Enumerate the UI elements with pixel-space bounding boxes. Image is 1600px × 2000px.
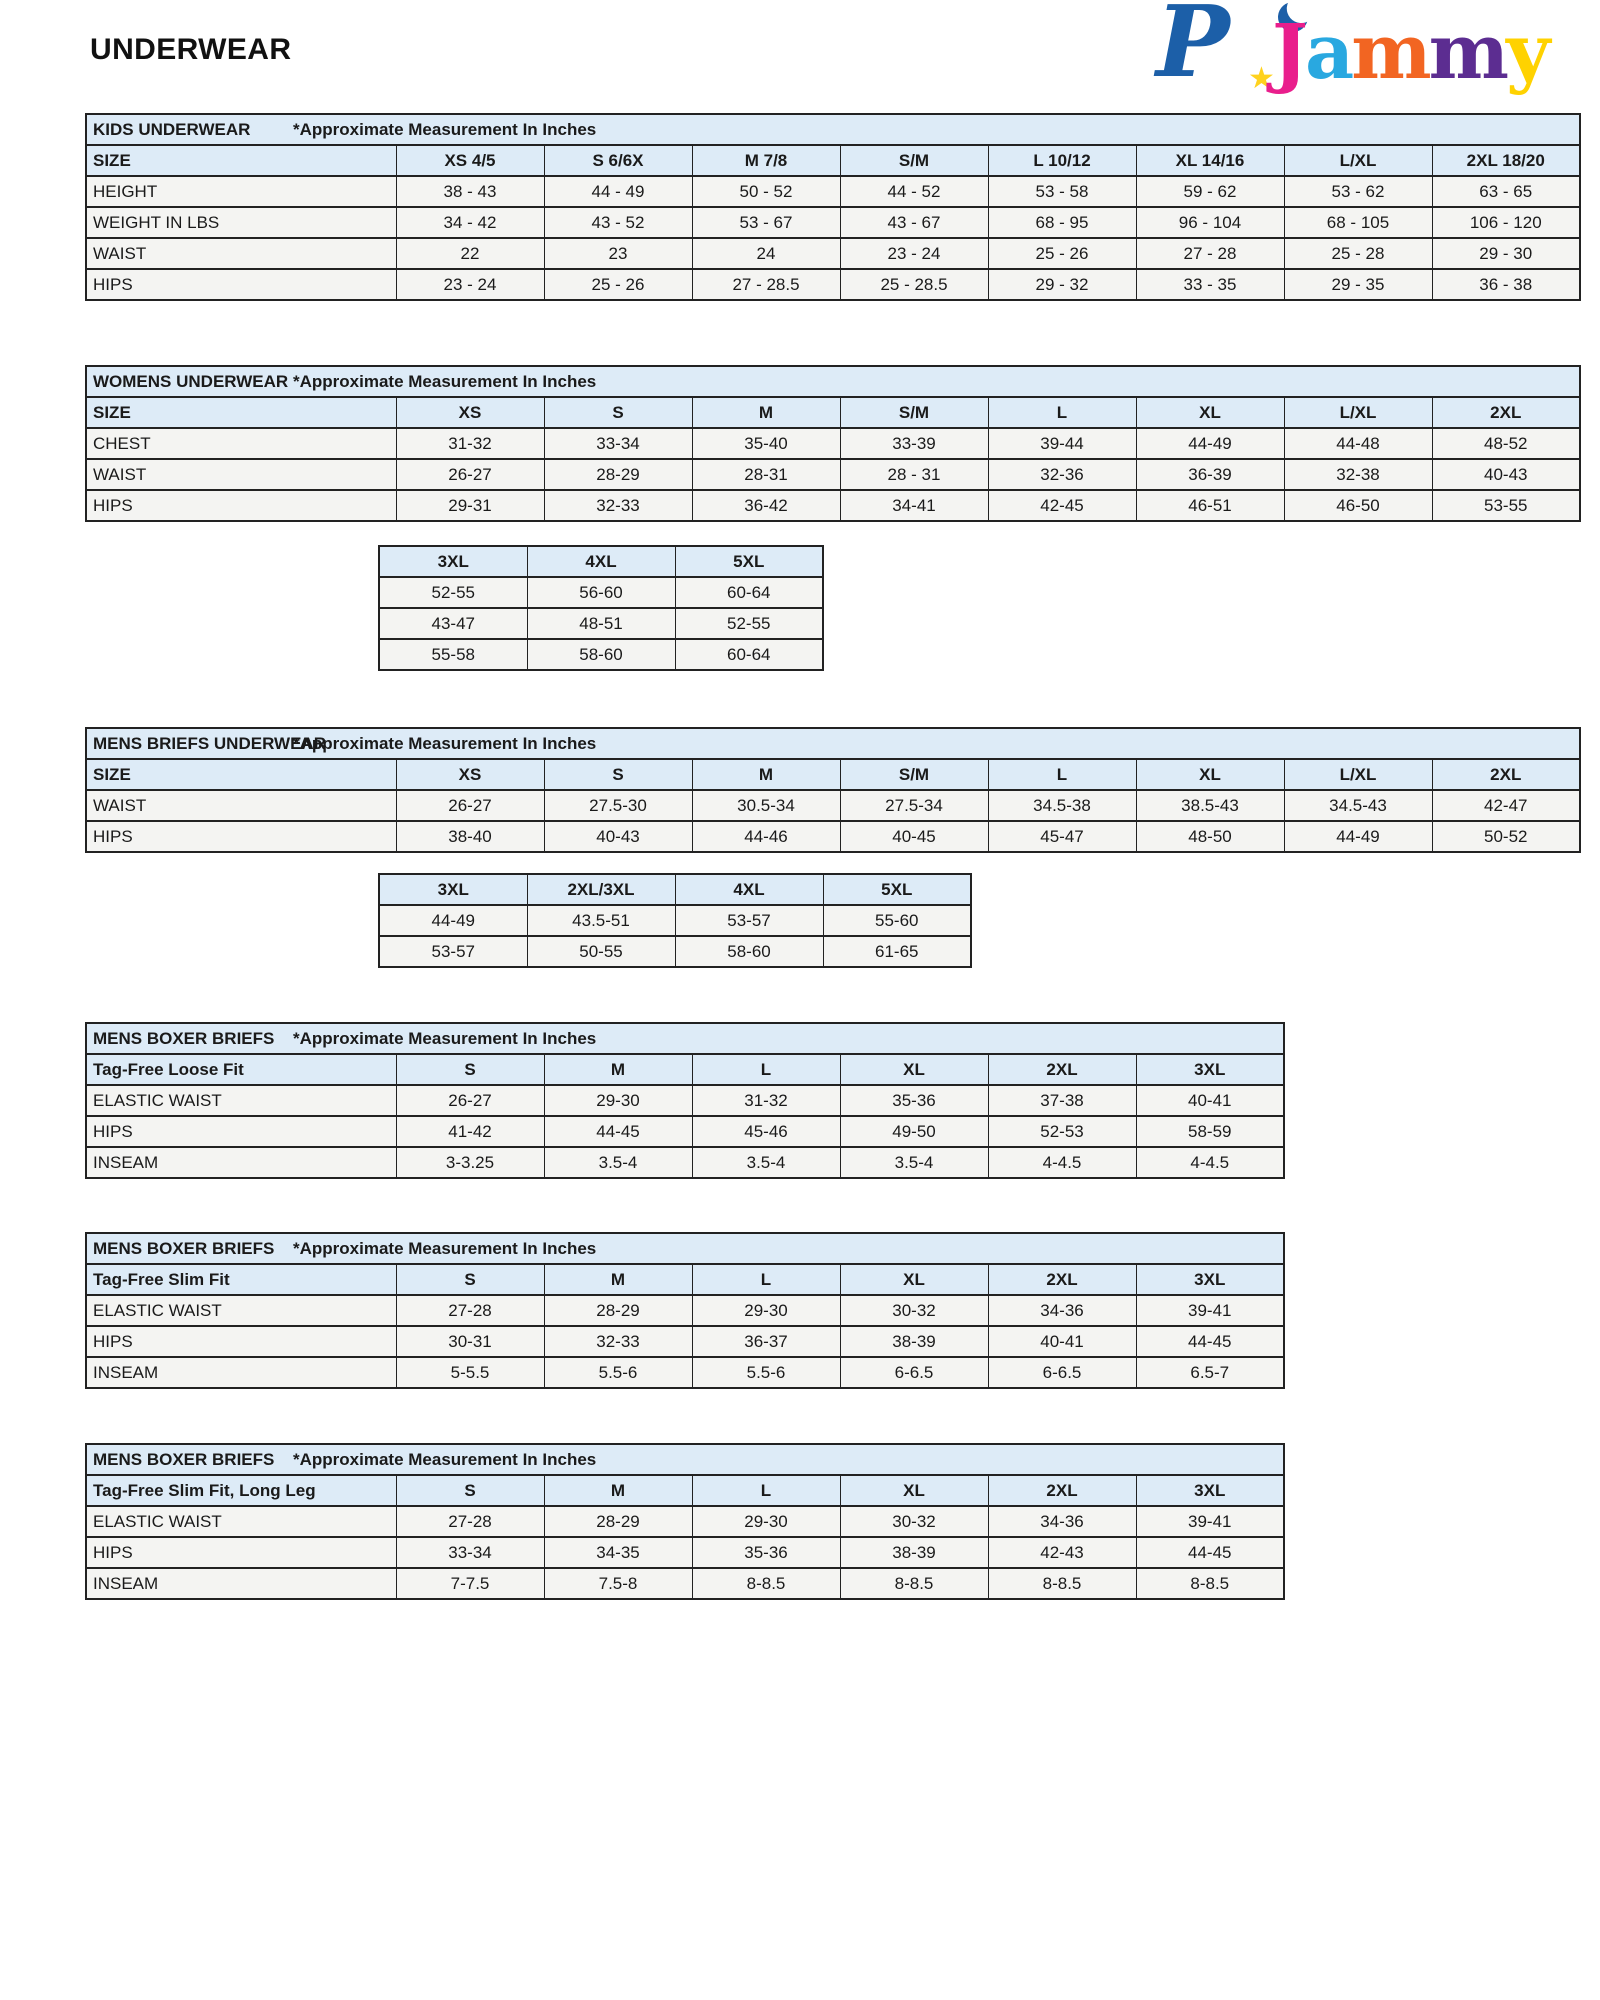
measurement-value: 56-60 [527, 577, 675, 608]
womens-underwear-extension-table [378, 545, 824, 671]
measurement-value: 36-42 [692, 490, 840, 521]
measurement-value: 44-45 [1136, 1326, 1284, 1357]
measurement-label: INSEAM [86, 1147, 396, 1178]
measurement-value: 6-6.5 [840, 1357, 988, 1388]
measurement-value: 30-32 [840, 1506, 988, 1537]
measurement-value: 52-53 [988, 1116, 1136, 1147]
measurement-value: 60-64 [675, 577, 823, 608]
measurement-value: 23 [544, 238, 692, 269]
size-column-header: S [396, 1264, 544, 1295]
measurement-value: 58-59 [1136, 1116, 1284, 1147]
measurement-value: 52-55 [379, 577, 527, 608]
mens-boxer-slim-fit-long-leg-grid [85, 1443, 1285, 1600]
size-header-label: Tag-Free Loose Fit [86, 1054, 396, 1085]
measurement-value: 49-50 [840, 1116, 988, 1147]
measurement-value: 42-43 [988, 1537, 1136, 1568]
measurement-value: 30-32 [840, 1295, 988, 1326]
measurement-value: 3.5-4 [544, 1147, 692, 1178]
measurement-value: 38.5-43 [1136, 790, 1284, 821]
size-column-header: 2XL [988, 1264, 1136, 1295]
logo-letter-J: J [1272, 7, 1305, 96]
table-title-cell [86, 1023, 1284, 1054]
measurement-value: 40-43 [544, 821, 692, 852]
table-title: MENS BOXER BRIEFS [93, 1028, 275, 1048]
measurement-value: 43.5-51 [527, 905, 675, 936]
measurement-value: 58-60 [675, 936, 823, 967]
measurement-value: 28 - 31 [840, 459, 988, 490]
measurement-value: 26-27 [396, 1085, 544, 1116]
size-header-row [86, 1475, 1284, 1506]
womens-underwear-table [85, 365, 1581, 522]
mens-briefs-extension-table [378, 873, 972, 968]
measurement-value: 53 - 62 [1284, 176, 1432, 207]
measurement-value: 34.5-43 [1284, 790, 1432, 821]
logo-letter-m: m [1428, 7, 1507, 96]
measurement-value: 3-3.25 [396, 1147, 544, 1178]
womens-underwear-grid [85, 365, 1581, 522]
mens-boxer-loose-fit-grid [85, 1022, 1285, 1179]
size-column-header: XS [396, 397, 544, 428]
size-column-header: 2XL 18/20 [1432, 145, 1580, 176]
table-title-row [86, 114, 1580, 145]
measurement-value: 68 - 95 [988, 207, 1136, 238]
measurement-value: 35-36 [840, 1085, 988, 1116]
size-header-label: SIZE [86, 759, 396, 790]
measurement-value: 61-65 [823, 936, 971, 967]
measurement-label: WAIST [86, 790, 396, 821]
size-column-header: L/XL [1284, 145, 1432, 176]
size-column-header: XL [840, 1264, 988, 1295]
measurement-row [379, 936, 971, 967]
measurement-value: 5-5.5 [396, 1357, 544, 1388]
measurement-row [86, 207, 1580, 238]
measurement-value: 44-49 [1136, 428, 1284, 459]
table-title-cell [86, 366, 1580, 397]
size-column-header: 4XL [527, 546, 675, 577]
measurement-value: 4-4.5 [1136, 1147, 1284, 1178]
size-column-header: L [692, 1475, 840, 1506]
measurement-label: HIPS [86, 1116, 396, 1147]
measurement-value: 40-41 [988, 1326, 1136, 1357]
measurement-value: 44-46 [692, 821, 840, 852]
measurement-row [86, 459, 1580, 490]
measurement-value: 46-50 [1284, 490, 1432, 521]
table-title-cell [86, 1233, 1284, 1264]
measurement-value: 53-57 [379, 936, 527, 967]
size-header-row [86, 145, 1580, 176]
size-column-header: 3XL [1136, 1264, 1284, 1295]
table-note: *Approximate Measurement In Inches [293, 371, 597, 391]
measurement-value: 59 - 62 [1136, 176, 1284, 207]
measurement-value: 34-36 [988, 1295, 1136, 1326]
measurement-row [379, 577, 823, 608]
size-column-header: S/M [840, 145, 988, 176]
measurement-value: 34-35 [544, 1537, 692, 1568]
logo-letter-p: P [1156, 0, 1230, 100]
measurement-value: 53-55 [1432, 490, 1580, 521]
size-column-header: XL [1136, 759, 1284, 790]
size-column-header: 3XL [379, 546, 527, 577]
measurement-value: 29-31 [396, 490, 544, 521]
measurement-value: 28-29 [544, 1506, 692, 1537]
measurement-label: HIPS [86, 1326, 396, 1357]
measurement-value: 50 - 52 [692, 176, 840, 207]
ext-header-row [379, 874, 971, 905]
measurement-value: 31-32 [692, 1085, 840, 1116]
measurement-value: 29 - 30 [1432, 238, 1580, 269]
table-note: *Approximate Measurement In Inches [293, 1238, 597, 1258]
measurement-value: 25 - 26 [988, 238, 1136, 269]
measurement-value: 6.5-7 [1136, 1357, 1284, 1388]
measurement-value: 26-27 [396, 459, 544, 490]
measurement-value: 35-36 [692, 1537, 840, 1568]
measurement-value: 42-45 [988, 490, 1136, 521]
measurement-value: 48-52 [1432, 428, 1580, 459]
measurement-value: 39-41 [1136, 1295, 1284, 1326]
size-column-header: M [692, 759, 840, 790]
measurement-value: 46-51 [1136, 490, 1284, 521]
size-column-header: XL [840, 1054, 988, 1085]
measurement-value: 23 - 24 [396, 269, 544, 300]
logo-letter-a: a [1304, 7, 1352, 96]
size-column-header: S [396, 1475, 544, 1506]
measurement-label: ELASTIC WAIST [86, 1295, 396, 1326]
measurement-value: 38-39 [840, 1326, 988, 1357]
size-column-header: L/XL [1284, 759, 1432, 790]
measurement-value: 36 - 38 [1432, 269, 1580, 300]
measurement-value: 55-60 [823, 905, 971, 936]
size-header-label: SIZE [86, 397, 396, 428]
size-column-header: M [692, 397, 840, 428]
measurement-row [86, 1295, 1284, 1326]
measurement-value: 32-33 [544, 1326, 692, 1357]
measurement-value: 27.5-30 [544, 790, 692, 821]
measurement-value: 34 - 42 [396, 207, 544, 238]
measurement-value: 48-51 [527, 608, 675, 639]
kids-underwear-grid [85, 113, 1581, 301]
mens-boxer-slim-fit-table [85, 1232, 1285, 1389]
star-icon: ★ [1248, 62, 1275, 95]
size-column-header: M 7/8 [692, 145, 840, 176]
measurement-value: 44-45 [544, 1116, 692, 1147]
measurement-value: 35-40 [692, 428, 840, 459]
mens-briefs-underwear-grid [85, 727, 1581, 853]
size-column-header: 3XL [1136, 1054, 1284, 1085]
measurement-value: 37-38 [988, 1085, 1136, 1116]
size-column-header: 5XL [675, 546, 823, 577]
measurement-value: 36-37 [692, 1326, 840, 1357]
measurement-value: 25 - 28.5 [840, 269, 988, 300]
measurement-label: WAIST [86, 459, 396, 490]
logo-word-jammy [1272, 7, 1548, 96]
size-header-label: Tag-Free Slim Fit, Long Leg [86, 1475, 396, 1506]
table-note: *Approximate Measurement In Inches [293, 1028, 597, 1048]
size-header-row [86, 397, 1580, 428]
measurement-value: 25 - 28 [1284, 238, 1432, 269]
table-title: KIDS UNDERWEAR [93, 119, 251, 139]
size-column-header: XL 14/16 [1136, 145, 1284, 176]
size-column-header: 3XL [1136, 1475, 1284, 1506]
mens-boxer-loose-fit-table [85, 1022, 1285, 1179]
size-column-header: L 10/12 [988, 145, 1136, 176]
size-column-header: M [544, 1475, 692, 1506]
measurement-value: 8-8.5 [692, 1568, 840, 1599]
size-column-header: L [692, 1054, 840, 1085]
measurement-value: 38-39 [840, 1537, 988, 1568]
measurement-value: 28-29 [544, 1295, 692, 1326]
measurement-value: 31-32 [396, 428, 544, 459]
measurement-row [86, 428, 1580, 459]
measurement-value: 40-43 [1432, 459, 1580, 490]
measurement-value: 50-55 [527, 936, 675, 967]
table-note: *Approximate Measurement In Inches [293, 1449, 597, 1469]
table-title: MENS BRIEFS UNDERWEAR [93, 733, 326, 753]
measurement-value: 39-44 [988, 428, 1136, 459]
measurement-label: HIPS [86, 490, 396, 521]
size-column-header: L [692, 1264, 840, 1295]
measurement-value: 42-47 [1432, 790, 1580, 821]
measurement-value: 36-39 [1136, 459, 1284, 490]
measurement-value: 27 - 28 [1136, 238, 1284, 269]
measurement-value: 38 - 43 [396, 176, 544, 207]
size-header-row [86, 759, 1580, 790]
measurement-value: 3.5-4 [692, 1147, 840, 1178]
measurement-row [86, 269, 1580, 300]
measurement-row [86, 176, 1580, 207]
measurement-row [86, 1506, 1284, 1537]
measurement-value: 50-52 [1432, 821, 1580, 852]
size-column-header: 5XL [823, 874, 971, 905]
measurement-value: 26-27 [396, 790, 544, 821]
measurement-row [379, 639, 823, 670]
measurement-label: HIPS [86, 821, 396, 852]
logo-letter-m: m [1351, 7, 1429, 96]
page-title: UNDERWEAR [90, 33, 292, 66]
measurement-label: ELASTIC WAIST [86, 1506, 396, 1537]
logo-letter-y: y [1506, 7, 1548, 96]
measurement-value: 4-4.5 [988, 1147, 1136, 1178]
extension-grid [378, 545, 824, 671]
measurement-value: 3.5-4 [840, 1147, 988, 1178]
measurement-value: 29-30 [692, 1295, 840, 1326]
measurement-value: 24 [692, 238, 840, 269]
measurement-value: 45-46 [692, 1116, 840, 1147]
table-title: MENS BOXER BRIEFS [93, 1449, 275, 1469]
table-title-row [86, 728, 1580, 759]
table-title-row [86, 1023, 1284, 1054]
measurement-value: 27.5-34 [840, 790, 988, 821]
measurement-value: 30-31 [396, 1326, 544, 1357]
size-column-header: 2XL [988, 1475, 1136, 1506]
measurement-value: 55-58 [379, 639, 527, 670]
measurement-label: HIPS [86, 1537, 396, 1568]
extension-grid [378, 873, 972, 968]
measurement-value: 68 - 105 [1284, 207, 1432, 238]
measurement-row [379, 608, 823, 639]
measurement-value: 63 - 65 [1432, 176, 1580, 207]
measurement-row [86, 1085, 1284, 1116]
measurement-row [86, 1116, 1284, 1147]
measurement-value: 44-49 [1284, 821, 1432, 852]
pjammy-logo [1156, 0, 1586, 108]
table-title-cell [86, 1444, 1284, 1475]
measurement-value: 7.5-8 [544, 1568, 692, 1599]
table-title: WOMENS UNDERWEAR [93, 371, 289, 391]
measurement-label: HEIGHT [86, 176, 396, 207]
measurement-row [86, 1537, 1284, 1568]
measurement-value: 32-36 [988, 459, 1136, 490]
size-column-header: XL [840, 1475, 988, 1506]
size-column-header: S/M [840, 397, 988, 428]
measurement-value: 53-57 [675, 905, 823, 936]
size-column-header: 4XL [675, 874, 823, 905]
measurement-label: WEIGHT IN LBS [86, 207, 396, 238]
measurement-label: HIPS [86, 269, 396, 300]
measurement-value: 29 - 32 [988, 269, 1136, 300]
measurement-row [86, 490, 1580, 521]
ext-header-row [379, 546, 823, 577]
measurement-value: 53 - 67 [692, 207, 840, 238]
measurement-value: 40-45 [840, 821, 988, 852]
measurement-row [86, 790, 1580, 821]
measurement-value: 33-34 [544, 428, 692, 459]
measurement-value: 33-39 [840, 428, 988, 459]
size-column-header: 2XL [1432, 759, 1580, 790]
measurement-value: 5.5-6 [544, 1357, 692, 1388]
measurement-value: 7-7.5 [396, 1568, 544, 1599]
measurement-row [379, 905, 971, 936]
measurement-value: 45-47 [988, 821, 1136, 852]
measurement-value: 34.5-38 [988, 790, 1136, 821]
measurement-value: 48-50 [1136, 821, 1284, 852]
measurement-value: 43-47 [379, 608, 527, 639]
measurement-value: 23 - 24 [840, 238, 988, 269]
measurement-value: 41-42 [396, 1116, 544, 1147]
size-column-header: L/XL [1284, 397, 1432, 428]
table-title-cell [86, 114, 1580, 145]
size-column-header: 2XL [1432, 397, 1580, 428]
size-header-label: SIZE [86, 145, 396, 176]
measurement-value: 30.5-34 [692, 790, 840, 821]
size-column-header: 2XL/3XL [527, 874, 675, 905]
measurement-label: INSEAM [86, 1357, 396, 1388]
measurement-value: 34-36 [988, 1506, 1136, 1537]
measurement-value: 27-28 [396, 1295, 544, 1326]
measurement-value: 38-40 [396, 821, 544, 852]
size-header-label: Tag-Free Slim Fit [86, 1264, 396, 1295]
measurement-value: 29 - 35 [1284, 269, 1432, 300]
measurement-value: 43 - 67 [840, 207, 988, 238]
size-column-header: L [988, 759, 1136, 790]
mens-boxer-slim-fit-grid [85, 1232, 1285, 1389]
size-column-header: M [544, 1264, 692, 1295]
measurement-value: 44 - 49 [544, 176, 692, 207]
measurement-value: 53 - 58 [988, 176, 1136, 207]
table-title-row [86, 1233, 1284, 1264]
size-column-header: 3XL [379, 874, 527, 905]
measurement-row [86, 1357, 1284, 1388]
measurement-label: ELASTIC WAIST [86, 1085, 396, 1116]
table-note: *Approximate Measurement In Inches [293, 733, 597, 753]
size-column-header: S/M [840, 759, 988, 790]
measurement-value: 8-8.5 [1136, 1568, 1284, 1599]
size-column-header: S [544, 397, 692, 428]
measurement-value: 22 [396, 238, 544, 269]
measurement-value: 39-41 [1136, 1506, 1284, 1537]
measurement-value: 34-41 [840, 490, 988, 521]
measurement-value: 43 - 52 [544, 207, 692, 238]
measurement-row [86, 821, 1580, 852]
measurement-value: 32-33 [544, 490, 692, 521]
size-column-header: XL [1136, 397, 1284, 428]
size-column-header: XS 4/5 [396, 145, 544, 176]
measurement-row [86, 1147, 1284, 1178]
measurement-value: 27-28 [396, 1506, 544, 1537]
measurement-row [86, 1568, 1284, 1599]
measurement-value: 29-30 [544, 1085, 692, 1116]
measurement-value: 29-30 [692, 1506, 840, 1537]
measurement-value: 44-48 [1284, 428, 1432, 459]
table-note: *Approximate Measurement In Inches [293, 119, 597, 139]
measurement-value: 33-34 [396, 1537, 544, 1568]
measurement-value: 96 - 104 [1136, 207, 1284, 238]
size-header-row [86, 1264, 1284, 1295]
measurement-label: INSEAM [86, 1568, 396, 1599]
size-column-header: S 6/6X [544, 145, 692, 176]
kids-underwear-table [85, 113, 1581, 301]
measurement-value: 44-49 [379, 905, 527, 936]
measurement-value: 40-41 [1136, 1085, 1284, 1116]
table-title-row [86, 1444, 1284, 1475]
size-column-header: M [544, 1054, 692, 1085]
size-header-row [86, 1054, 1284, 1085]
measurement-value: 106 - 120 [1432, 207, 1580, 238]
size-column-header: 2XL [988, 1054, 1136, 1085]
measurement-value: 6-6.5 [988, 1357, 1136, 1388]
measurement-label: WAIST [86, 238, 396, 269]
measurement-value: 8-8.5 [840, 1568, 988, 1599]
measurement-value: 44 - 52 [840, 176, 988, 207]
measurement-value: 5.5-6 [692, 1357, 840, 1388]
measurement-value: 8-8.5 [988, 1568, 1136, 1599]
measurement-value: 27 - 28.5 [692, 269, 840, 300]
measurement-value: 28-31 [692, 459, 840, 490]
size-column-header: L [988, 397, 1136, 428]
measurement-value: 33 - 35 [1136, 269, 1284, 300]
measurement-row [86, 238, 1580, 269]
measurement-value: 25 - 26 [544, 269, 692, 300]
mens-briefs-underwear-table [85, 727, 1581, 853]
size-column-header: S [544, 759, 692, 790]
measurement-label: CHEST [86, 428, 396, 459]
table-title-cell [86, 728, 1580, 759]
table-title-row [86, 366, 1580, 397]
table-title: MENS BOXER BRIEFS [93, 1238, 275, 1258]
measurement-value: 32-38 [1284, 459, 1432, 490]
measurement-value: 44-45 [1136, 1537, 1284, 1568]
measurement-row [86, 1326, 1284, 1357]
mens-boxer-slim-fit-long-leg-table [85, 1443, 1285, 1600]
size-column-header: S [396, 1054, 544, 1085]
size-column-header: XS [396, 759, 544, 790]
measurement-value: 60-64 [675, 639, 823, 670]
measurement-value: 28-29 [544, 459, 692, 490]
measurement-value: 52-55 [675, 608, 823, 639]
measurement-value: 58-60 [527, 639, 675, 670]
